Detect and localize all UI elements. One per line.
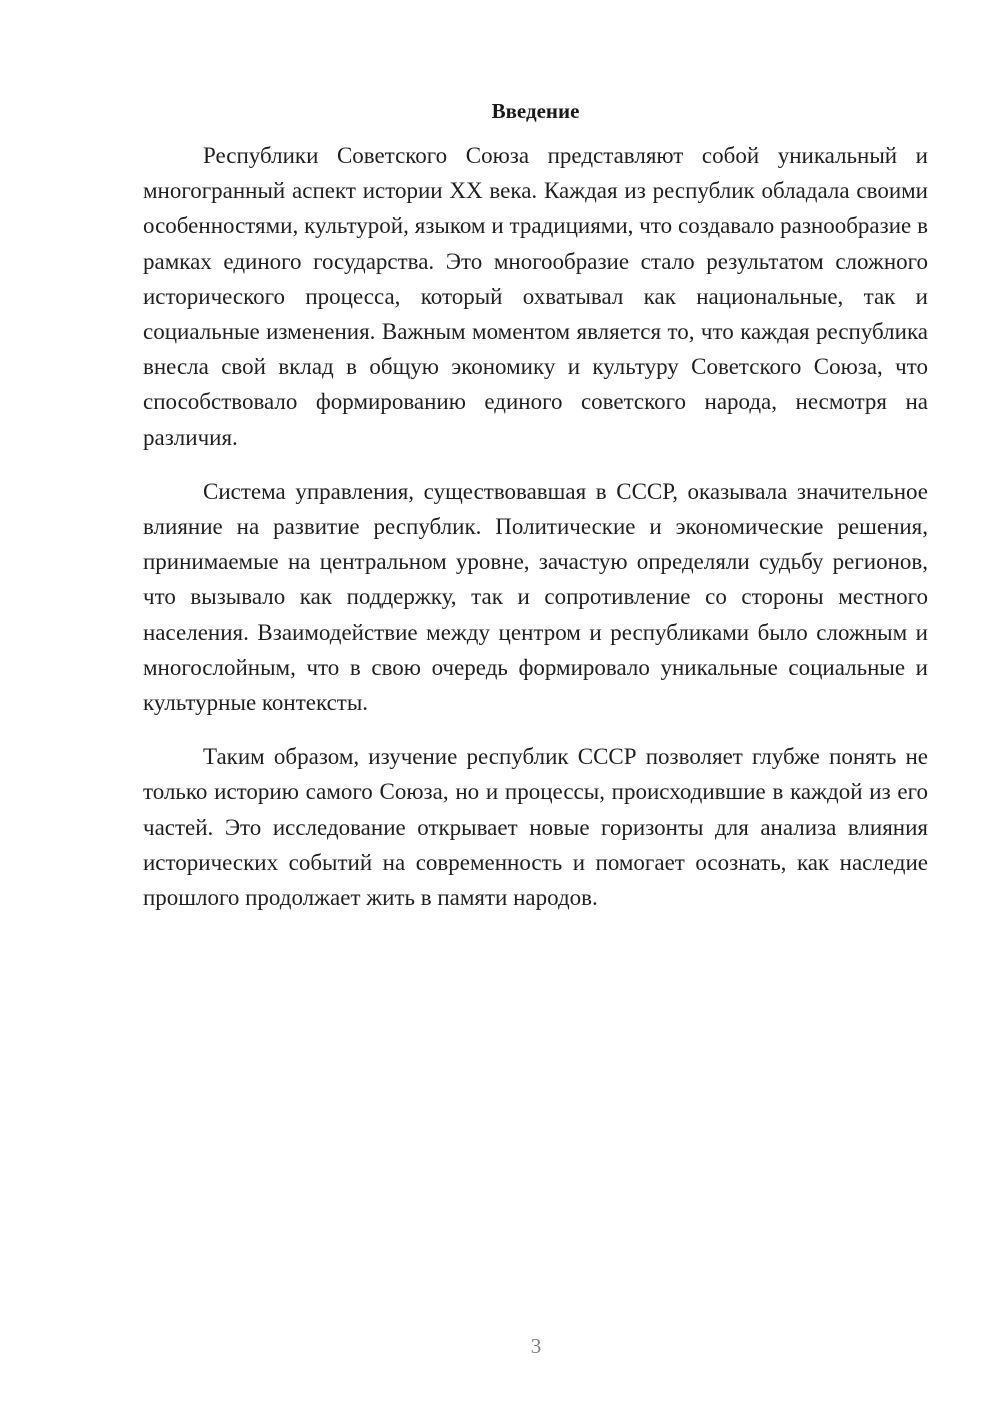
page-number: 3 bbox=[530, 1334, 542, 1358]
page-content bbox=[143, 96, 928, 934]
section-heading: Введение bbox=[491, 99, 580, 123]
paragraph-3: Таким образом, изучение республик СССР позволяет глубже понять не только историю самого Союза, но и процессы, происходившие в каждой из его частей. Это исследование открывает новые горизонты для анализа влияния исторических событий на современность и помогает осознать, как наследие прошлого продолжает жить в памяти народов. bbox=[143, 744, 928, 911]
paragraph-2: Система управления, существовавшая в СССР, оказывала значительное влияние на развитие республик. Политические и экономические решения, принимаемые на центральном уровне, зачастую определяли судьбу регионов, что вызывало как поддержку, так и сопротивление со стороны местного населения. Взаимодействие между центром и республиками было сложным и многослойным, что в свою очередь формировало уникальные социальные и культурные контексты. bbox=[143, 478, 928, 716]
paragraph-1: Республики Советского Союза представляют собой уникальный и многогранный аспект истории XX века. Каждая из республик обладала своими особенностями, культурой, языком и традициями, что создавало разнообразие в рамках единого государства. Это многообразие стало результатом сложного исторического процесса, который охватывал как национальные, так и социальные изменения. Важным моментом является то, что каждая республика внесла свой вклад в общую экономику и культуру Советского Союза, что способствовало формированию единого советского народа, несмотря на различия. bbox=[143, 143, 928, 450]
